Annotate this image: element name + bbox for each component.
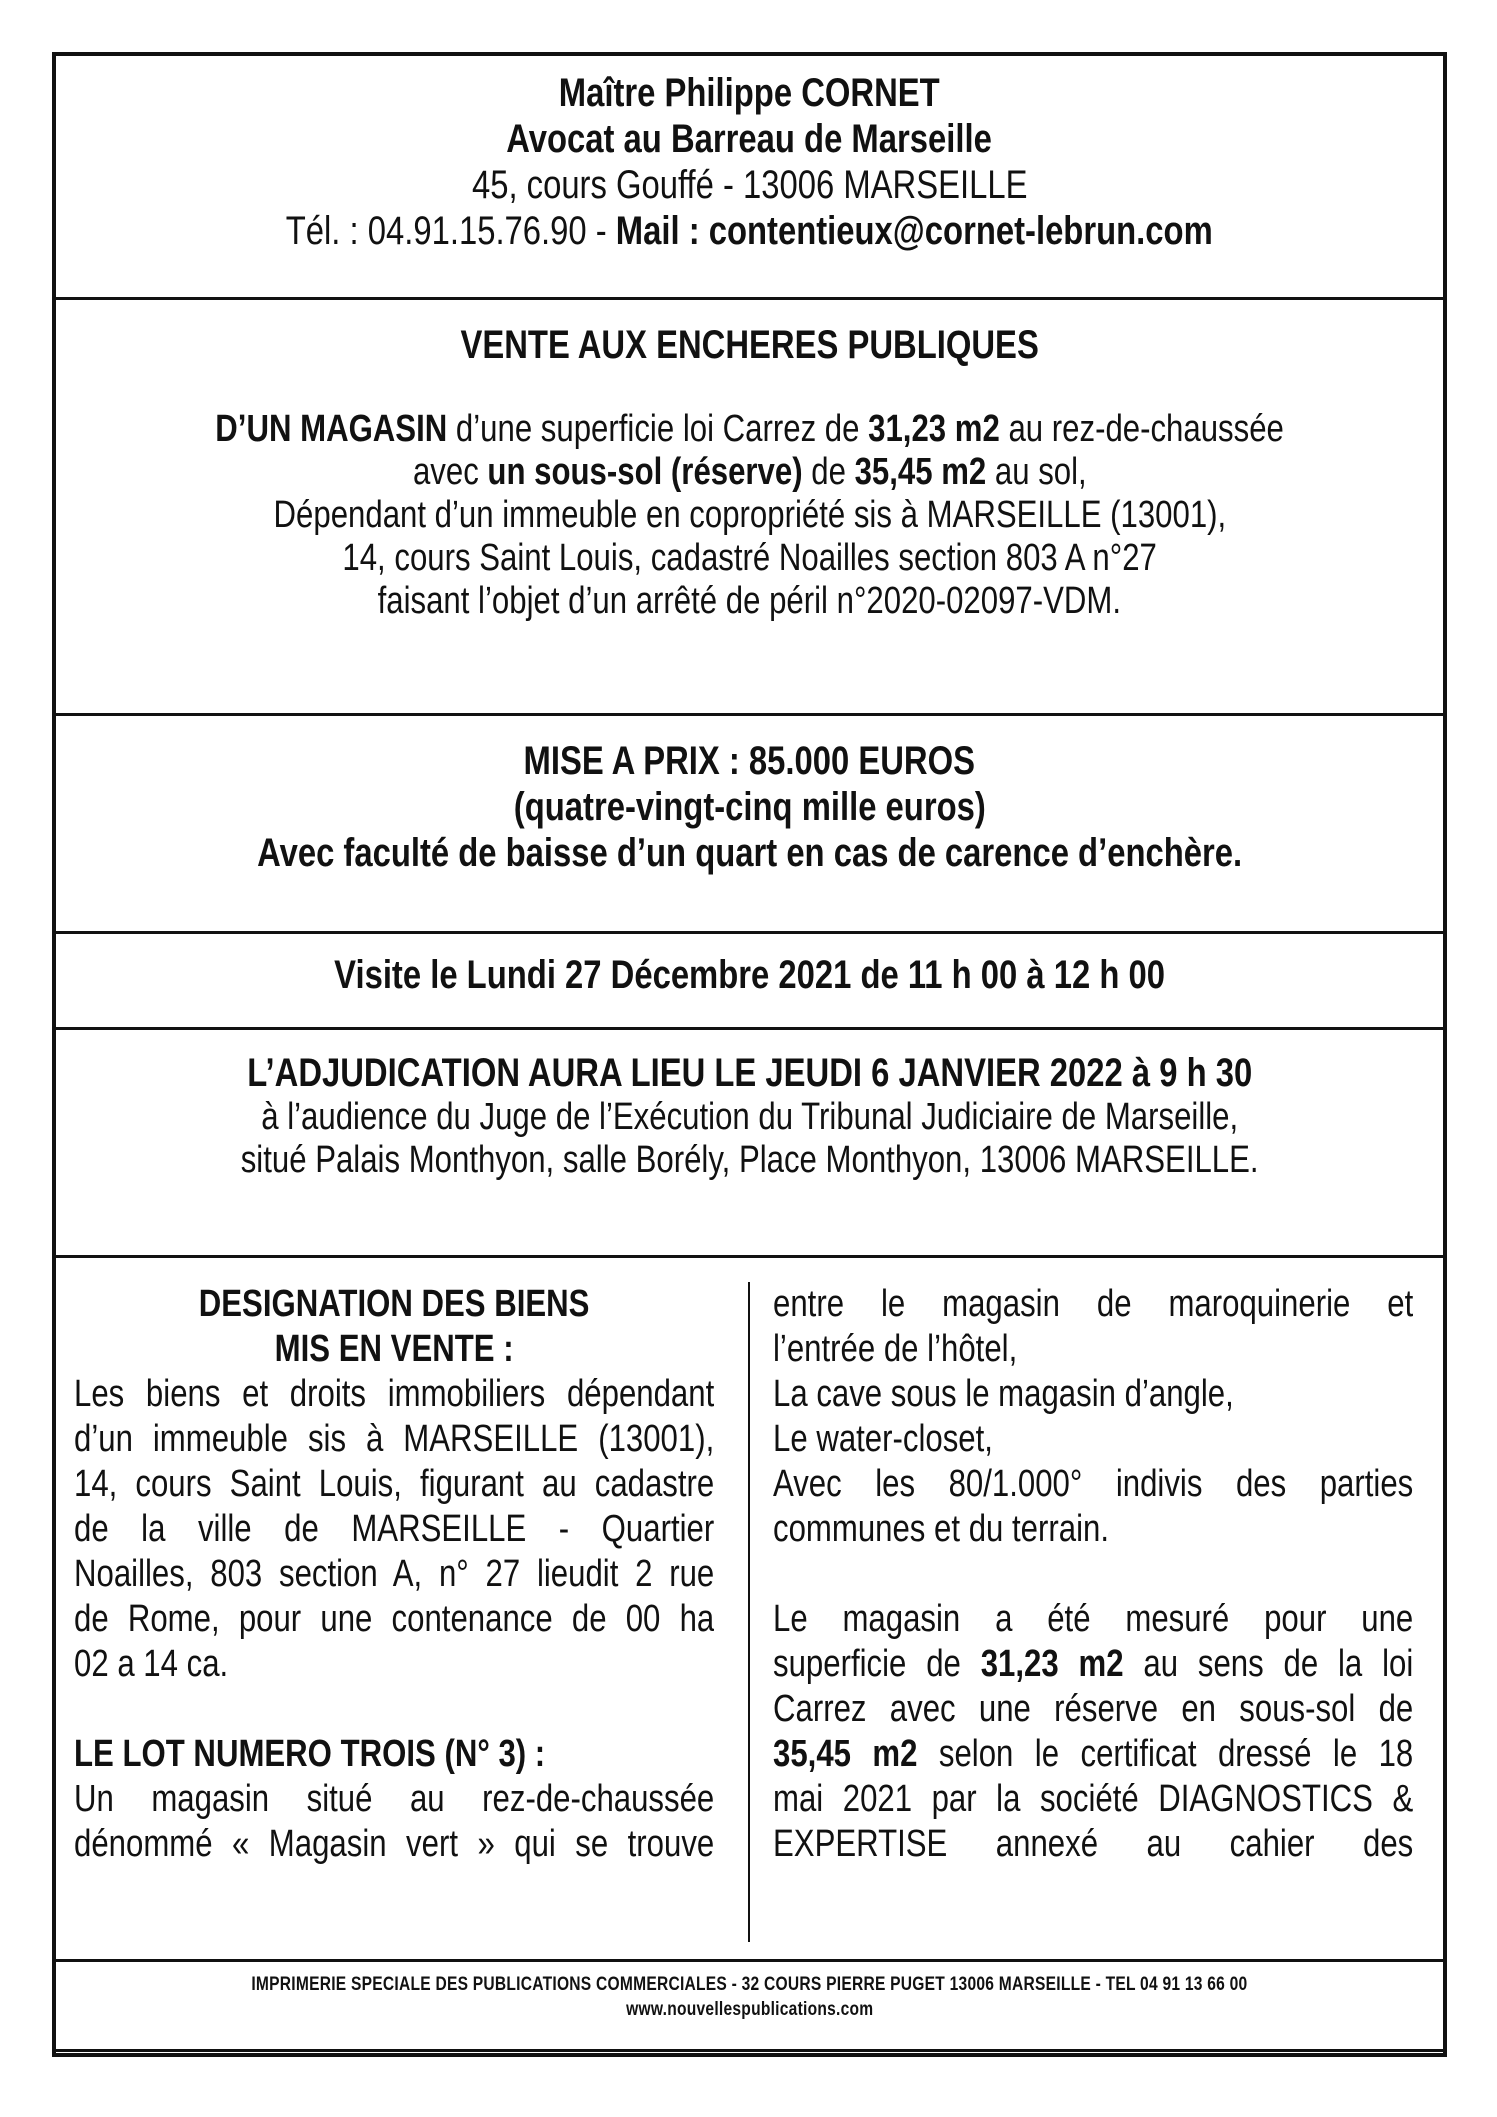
basement-surface: 35,45 m2 [773,1733,918,1775]
sale-text: au rez-de-chaussée [999,408,1284,450]
right-line: l’entrée de l’hôtel, [773,1328,1018,1370]
basement-surface: 35,45 m2 [854,451,986,493]
left-line: Les biens et droits immobiliers dépendant [74,1373,714,1415]
sale-text: avec [412,451,488,493]
right-text: au sens de la loi [1123,1643,1413,1685]
adjudication-date: L’ADJUDICATION AURA LIEU LE JEUDI 6 JANVIER 2022 à 9 h 30 [247,1051,1252,1095]
magasin-label: D’UN MAGASIN [215,408,448,450]
basement-label: un sous-sol (réserve) [487,451,803,493]
sale-line-1 [215,408,1284,451]
left-line: 02 a 14 ca. [74,1643,229,1685]
right-column [773,1282,1413,1867]
price-reduction-note: Avec faculté de baisse d’un quart en cas de carence d’enchère. [256,831,1242,875]
right-line [773,1732,1413,1777]
sale-text: au sol, [985,451,1087,493]
left-line: Un magasin situé au rez-de-chaussée [74,1778,714,1820]
mail-label: Mail : [616,209,709,253]
right-text: superficie de [773,1643,981,1685]
left-line: 14, cours Saint Louis, figurant au cadastre [74,1463,714,1505]
lawyer-name: Maître Philippe CORNET [559,71,940,115]
designation-heading-1: DESIGNATION DES BIENS [198,1283,590,1325]
sale-text: de [802,451,855,493]
right-line: La cave sous le magasin d’angle, [773,1373,1234,1415]
right-line: communes et du terrain. [773,1508,1109,1550]
tel-number: 04.91.15.76.90 [368,209,587,253]
right-text: selon le certificat dressé le 18 [917,1733,1413,1775]
sale-line-3: Dépendant d’un immeuble en copropriété sis à MARSEILLE (13001), [273,494,1226,536]
adjudication-court: à l’audience du Juge de l’Exécution du Tribunal Judiciaire de Marseille, [261,1096,1238,1138]
lawyer-header [56,56,1443,300]
price-in-words: (quatre-vingt-cinq mille euros) [513,785,986,829]
adjudication-info [56,1030,1443,1258]
right-line: mai 2021 par la société DIAGNOSTICS & [773,1778,1413,1820]
lot-heading: LE LOT NUMERO TROIS (N° 3) : [74,1733,546,1775]
left-line: Noailles, 803 section A, n° 27 lieudit 2 rue [74,1553,714,1595]
right-line: Avec les 80/1.000° indivis des parties [773,1463,1413,1505]
contact-separator: - [586,209,617,253]
printer-info: IMPRIMERIE SPECIALE DES PUBLICATIONS COMMERCIALES - 32 COURS PIERRE PUGET 13006 MARSEILLE - TEL 04 91 13 66 00 [251,1974,1248,1995]
sale-description [56,300,1443,716]
left-line: dénommé « Magasin vert » qui se trouve [74,1823,714,1865]
property-designation [56,1258,1443,1962]
printer-footer [56,1962,1443,2052]
visit-text: Visite le Lundi 27 Décembre 2021 de 11 h 00 à 12 h 00 [334,953,1165,997]
right-line: EXPERTISE annexé au cahier des [773,1823,1413,1865]
sale-line-5: faisant l’objet d’un arrêté de péril n°2020-02097-VDM. [377,580,1122,622]
left-line: de la ville de MARSEILLE - Quartier [74,1508,714,1550]
adjudication-location: situé Palais Monthyon, salle Borély, Place Monthyon, 13006 MARSEILLE. [240,1139,1259,1181]
surface-value: 31,23 m2 [980,1643,1124,1685]
visit-info [56,934,1443,1030]
starting-price [56,716,1443,934]
mail-address: contentieux@cornet-lebrun.com [708,209,1213,253]
right-line: Le water-closet, [773,1418,993,1460]
right-line: Carrez avec une réserve en sous-sol de [773,1688,1413,1730]
lawyer-title: Avocat au Barreau de Marseille [506,117,993,161]
left-line: de Rome, pour une contenance de 00 ha [74,1598,714,1640]
left-line: d’un immeuble sis à MARSEILLE (13001), [74,1418,714,1460]
lawyer-address: 45, cours Gouffé - 13006 MARSEILLE [471,163,1028,207]
column-divider [748,1282,750,1942]
right-line: entre le magasin de maroquinerie et [773,1283,1413,1325]
left-column [74,1282,714,1867]
surface-value: 31,23 m2 [868,408,1000,450]
designation-heading-2: MIS EN VENTE : [274,1328,514,1370]
tel-label: Tél. : [285,209,369,253]
sale-heading: VENTE AUX ENCHERES PUBLIQUES [460,323,1039,367]
printer-website: www.nouvellespublications.com [625,1999,874,2020]
lawyer-contact [286,208,1213,254]
legal-notice [52,52,1447,2057]
sale-line-2 [413,451,1087,494]
right-line [773,1642,1413,1687]
sale-line-4: 14, cours Saint Louis, cadastré Noailles section 803 A n°27 [342,537,1157,579]
right-line: Le magasin a été mesuré pour une [773,1598,1413,1640]
price-amount: MISE A PRIX : 85.000 EUROS [523,739,976,783]
sale-text: d’une superficie loi Carrez de [447,408,869,450]
